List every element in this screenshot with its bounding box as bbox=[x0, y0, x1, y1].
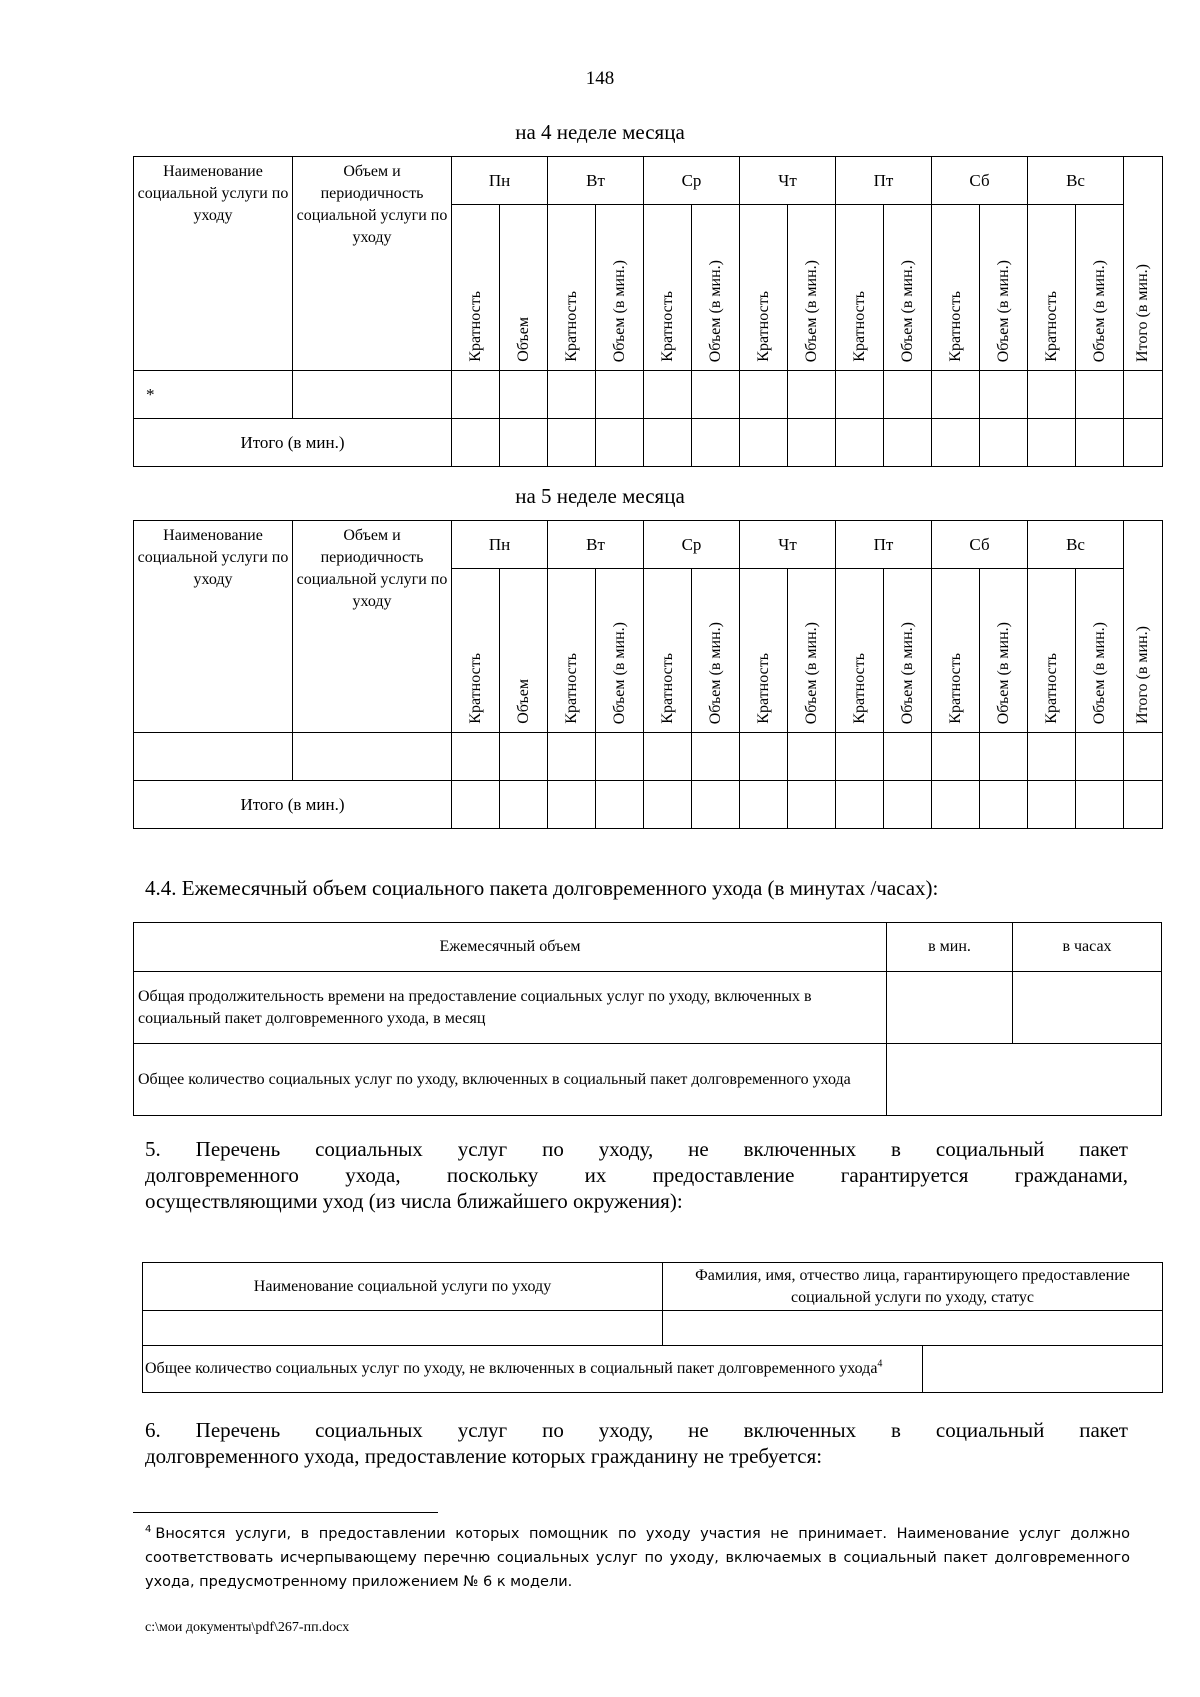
week5-mon-volume: Объем bbox=[500, 569, 548, 733]
week5-tue-volume: Объем (в мин.) bbox=[596, 569, 644, 733]
week5-mon-frequency: Кратность bbox=[452, 569, 500, 733]
week4-fri-volume: Объем (в мин.) bbox=[884, 205, 932, 371]
table-row bbox=[134, 1044, 1162, 1116]
col-monthly-volume: Ежемесячный объем bbox=[134, 923, 887, 972]
week5-thu-volume: Объем (в мин.) bbox=[788, 569, 836, 733]
week4-sat-frequency: Кратность bbox=[932, 205, 980, 371]
footnote-number: 4 bbox=[145, 1524, 152, 1536]
week5-wed-frequency: Кратность bbox=[644, 569, 692, 733]
row-not-included-total: Общее количество социальных услуг по уходу, не включенных в социальный пакет долговременного ухода$^4$ bbox=[143, 1346, 923, 1393]
week4-tue-frequency: Кратность bbox=[548, 205, 596, 371]
week4-day-fri: Пт bbox=[836, 157, 932, 205]
table-row bbox=[134, 781, 1163, 829]
week5-day-tue: Вт bbox=[548, 521, 644, 569]
week5-day-fri: Пт bbox=[836, 521, 932, 569]
week4-thu-frequency: Кратность bbox=[740, 205, 788, 371]
week5-sun-volume: Объем (в мин.) bbox=[1076, 569, 1124, 733]
table-row bbox=[134, 371, 1163, 419]
table-row bbox=[134, 733, 1163, 781]
section-5-line: осуществляющими уход (из числа ближайшего окружения): bbox=[145, 1189, 683, 1213]
week4-thu-volume: Объем (в мин.) bbox=[788, 205, 836, 371]
week5-thu-frequency: Кратность bbox=[740, 569, 788, 733]
week4-sat-volume: Объем (в мин.) bbox=[980, 205, 1028, 371]
footnote-text: Вносятся услуги, в предоставлении которых помощник по уходу участия не принимает. Наименование услуг должно соответствовать исчерпывающему перечню социальных услуг по уходу, включаемых в социальный пакет долговременного ухода, предусмотренному приложением № 6 к модели. bbox=[145, 1526, 1130, 1590]
section-6-line: 6. Перечень социальных услуг по уходу, не включенных в социальный пакет bbox=[145, 1418, 1128, 1442]
not-included-services-table bbox=[142, 1262, 1163, 1393]
week4-day-wed: Ср bbox=[644, 157, 740, 205]
week4-total-label: Итого (в мин.) bbox=[134, 419, 452, 467]
footnote bbox=[145, 1522, 1130, 1594]
row-total-count: Общее количество социальных услуг по уходу, включенных в социальный пакет долговременного ухода bbox=[134, 1044, 887, 1116]
section-5-paragraph bbox=[145, 1136, 1128, 1214]
week4-fri-frequency: Кратность bbox=[836, 205, 884, 371]
week5-day-wed: Ср bbox=[644, 521, 740, 569]
section-6-line: долговременного ухода, предоставление которых гражданину не требуется: bbox=[145, 1444, 823, 1468]
week4-day-sat: Сб bbox=[932, 157, 1028, 205]
week5-col-volume: Объем и периодичность социальной услуги по уходу bbox=[293, 521, 452, 733]
week4-col-total: Итого (в мин.) bbox=[1124, 157, 1163, 371]
section-6-paragraph bbox=[145, 1417, 1128, 1469]
week4-sun-volume: Объем (в мин.) bbox=[1076, 205, 1124, 371]
footnote-ref[interactable]: 4 bbox=[877, 1358, 883, 1370]
week4-wed-volume: Объем (в мин.) bbox=[692, 205, 740, 371]
week5-sat-frequency: Кратность bbox=[932, 569, 980, 733]
week4-wed-frequency: Кратность bbox=[644, 205, 692, 371]
week5-sat-volume: Объем (в мин.) bbox=[980, 569, 1028, 733]
table-row bbox=[143, 1346, 1163, 1393]
section-5-line: долговременного ухода, поскольку их предоставление гарантируется гражданами, bbox=[145, 1163, 1128, 1187]
week4-day-mon: Пн bbox=[452, 157, 548, 205]
page-number: 148 bbox=[585, 68, 615, 89]
row-total-duration: Общая продолжительность времени на предоставление социальных услуг по уходу, включенных в социальный пакет долговременного ухода, в месяц bbox=[134, 972, 887, 1044]
table-row bbox=[134, 972, 1162, 1044]
col-in-minutes: в мин. bbox=[887, 923, 1013, 972]
file-path: c:\мои документы\pdf\267-пп.docx bbox=[145, 1620, 350, 1635]
col-service-name: Наименование социальной услуги по уходу bbox=[143, 1263, 663, 1311]
week4-tue-volume: Объем (в мин.) bbox=[596, 205, 644, 371]
week4-col-service-name: Наименование социальной услуги по уходу bbox=[134, 157, 293, 371]
week4-day-thu: Чт bbox=[740, 157, 836, 205]
week4-day-tue: Вт bbox=[548, 157, 644, 205]
week5-day-sat: Сб bbox=[932, 521, 1028, 569]
table-row bbox=[143, 1311, 1163, 1346]
week5-wed-volume: Объем (в мин.) bbox=[692, 569, 740, 733]
week4-col-volume: Объем и периодичность социальной услуги по уходу bbox=[293, 157, 452, 371]
col-guarantor-person: Фамилия, имя, отчество лица, гарантирующего предоставление социальной услуги по уходу, статус bbox=[663, 1263, 1163, 1311]
week5-day-thu: Чт bbox=[740, 521, 836, 569]
section-5-line: 5. Перечень социальных услуг по уходу, не включенных в социальный пакет bbox=[145, 1137, 1128, 1161]
week5-schedule-table bbox=[133, 520, 1163, 829]
week5-total-label: Итого (в мин.) bbox=[134, 781, 452, 829]
section-4-4-heading: 4.4. Ежемесячный объем социального пакета долговременного ухода (в минутах /часах): bbox=[145, 876, 939, 900]
week4-mon-frequency: Кратность bbox=[452, 205, 500, 371]
week4-schedule-table bbox=[133, 156, 1163, 467]
week5-fri-frequency: Кратность bbox=[836, 569, 884, 733]
week4-mon-volume: Объем bbox=[500, 205, 548, 371]
week5-sun-frequency: Кратность bbox=[1028, 569, 1076, 733]
week5-tue-frequency: Кратность bbox=[548, 569, 596, 733]
col-in-hours: в часах bbox=[1013, 923, 1162, 972]
table-row bbox=[134, 419, 1163, 467]
week5-day-mon: Пн bbox=[452, 521, 548, 569]
week5-day-sun: Вс bbox=[1028, 521, 1124, 569]
week4-title: на 4 неделе месяца bbox=[515, 120, 685, 144]
week5-col-total: Итого (в мин.) bbox=[1124, 521, 1163, 733]
week4-sun-frequency: Кратность bbox=[1028, 205, 1076, 371]
week4-day-sun: Вс bbox=[1028, 157, 1124, 205]
week5-title: на 5 неделе месяца bbox=[515, 484, 685, 508]
footnote-divider bbox=[133, 1512, 438, 1513]
monthly-volume-table bbox=[133, 922, 1162, 1116]
week5-fri-volume: Объем (в мин.) bbox=[884, 569, 932, 733]
week5-col-service-name: Наименование социальной услуги по уходу bbox=[134, 521, 293, 733]
week4-row-marker: * bbox=[134, 371, 293, 419]
